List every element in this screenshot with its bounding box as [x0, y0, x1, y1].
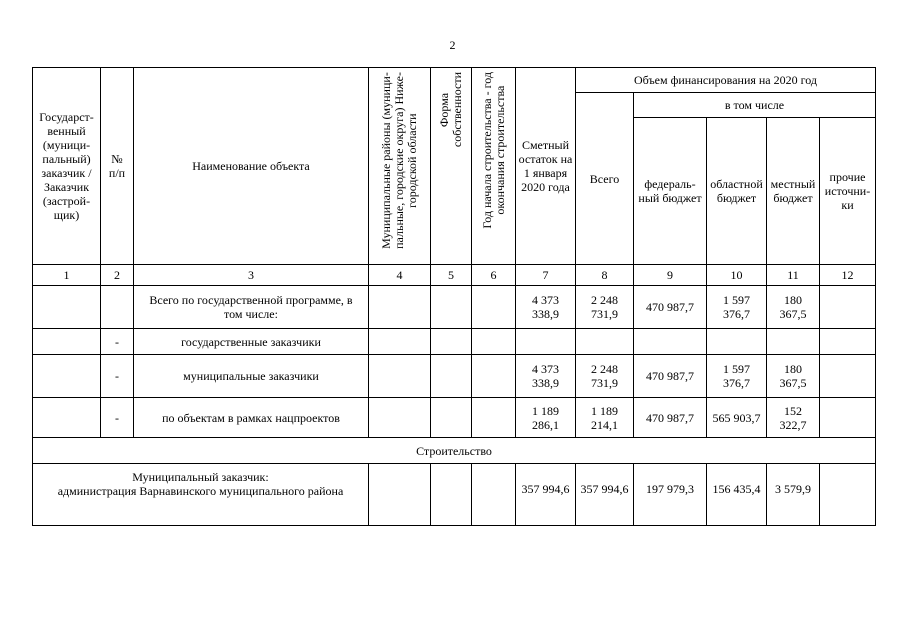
row-other: [820, 329, 876, 355]
header-funding-volume: Объем финансирования на 2020 год: [576, 68, 876, 93]
customer-federal: 197 979,3: [634, 464, 707, 526]
row-other: [820, 398, 876, 438]
header-local: местный бюджет: [767, 118, 820, 265]
column-number: 9: [634, 265, 707, 286]
column-number: 5: [431, 265, 472, 286]
row-federal: 470 987,7: [634, 286, 707, 329]
row-estimate: 4 373 338,9: [516, 355, 576, 398]
header-other: прочие источни- ки: [820, 118, 876, 265]
row-local: 180 367,5: [767, 286, 820, 329]
row-total: 2 248 731,9: [576, 286, 634, 329]
row-estimate: 1 189 286,1: [516, 398, 576, 438]
table-row: [33, 398, 876, 438]
customer-row: [33, 464, 876, 526]
customer-regional: 156 435,4: [707, 464, 767, 526]
row-local: 152 322,7: [767, 398, 820, 438]
column-number: 1: [33, 265, 101, 286]
row-federal: [634, 329, 707, 355]
row-name: по объектам в рамках нацпроектов: [134, 398, 369, 438]
row-federal: 470 987,7: [634, 355, 707, 398]
header-districts: Муниципальные районы (муници- пальные, городские округа) Ниже- городской области: [369, 68, 431, 265]
header-federal: федераль- ный бюджет: [634, 118, 707, 265]
header-estimate: Сметный остаток на 1 января 2020 года: [516, 68, 576, 265]
row-total: 2 248 731,9: [576, 355, 634, 398]
row-estimate: [516, 329, 576, 355]
column-number: 7: [516, 265, 576, 286]
row-other: [820, 286, 876, 329]
row-local: 180 367,5: [767, 355, 820, 398]
row-local: [767, 329, 820, 355]
column-number: 3: [134, 265, 369, 286]
row-regional: 1 597 376,7: [707, 355, 767, 398]
header-years: Год начала строительства - год окончания строительства: [472, 68, 516, 265]
header-ownership: Форма собственности: [431, 68, 472, 265]
row-num: -: [101, 355, 134, 398]
header-customer: Государст- венный (муници- пальный) заказчик / Заказчик (застрой- щик): [33, 68, 101, 265]
customer-label: Муниципальный заказчик: администрация Варнавинского муниципального района: [33, 464, 369, 526]
column-numbers-row: [33, 265, 876, 286]
column-number: 6: [472, 265, 516, 286]
row-num: -: [101, 398, 134, 438]
header-including: в том числе: [634, 93, 876, 118]
column-number: 10: [707, 265, 767, 286]
column-number: 8: [576, 265, 634, 286]
header-total: Всего: [576, 93, 634, 265]
row-num: -: [101, 329, 134, 355]
row-name: Всего по государственной программе, в том числе:: [134, 286, 369, 329]
financing-table: [32, 67, 876, 526]
row-regional: [707, 329, 767, 355]
page-number: 2: [449, 38, 456, 52]
header-object-name: Наименование объекта: [134, 68, 369, 265]
row-name: государственные заказчики: [134, 329, 369, 355]
column-number: 12: [820, 265, 876, 286]
row-name: муниципальные заказчики: [134, 355, 369, 398]
row-regional: 565 903,7: [707, 398, 767, 438]
customer-local: 3 579,9: [767, 464, 820, 526]
row-federal: 470 987,7: [634, 398, 707, 438]
row-total: [576, 329, 634, 355]
row-total: 1 189 214,1: [576, 398, 634, 438]
row-other: [820, 355, 876, 398]
column-number: 4: [369, 265, 431, 286]
header-regional: областной бюджет: [707, 118, 767, 265]
header-num: № п/п: [101, 68, 134, 265]
customer-estimate: 357 994,6: [516, 464, 576, 526]
column-number: 2: [101, 265, 134, 286]
row-estimate: 4 373 338,9: [516, 286, 576, 329]
row-regional: 1 597 376,7: [707, 286, 767, 329]
table-row: [33, 286, 876, 329]
section-title: Строительство: [33, 438, 876, 464]
customer-other: [820, 464, 876, 526]
table-row: [33, 355, 876, 398]
row-num: [101, 286, 134, 329]
table-row: [33, 329, 876, 355]
customer-total: 357 994,6: [576, 464, 634, 526]
column-number: 11: [767, 265, 820, 286]
